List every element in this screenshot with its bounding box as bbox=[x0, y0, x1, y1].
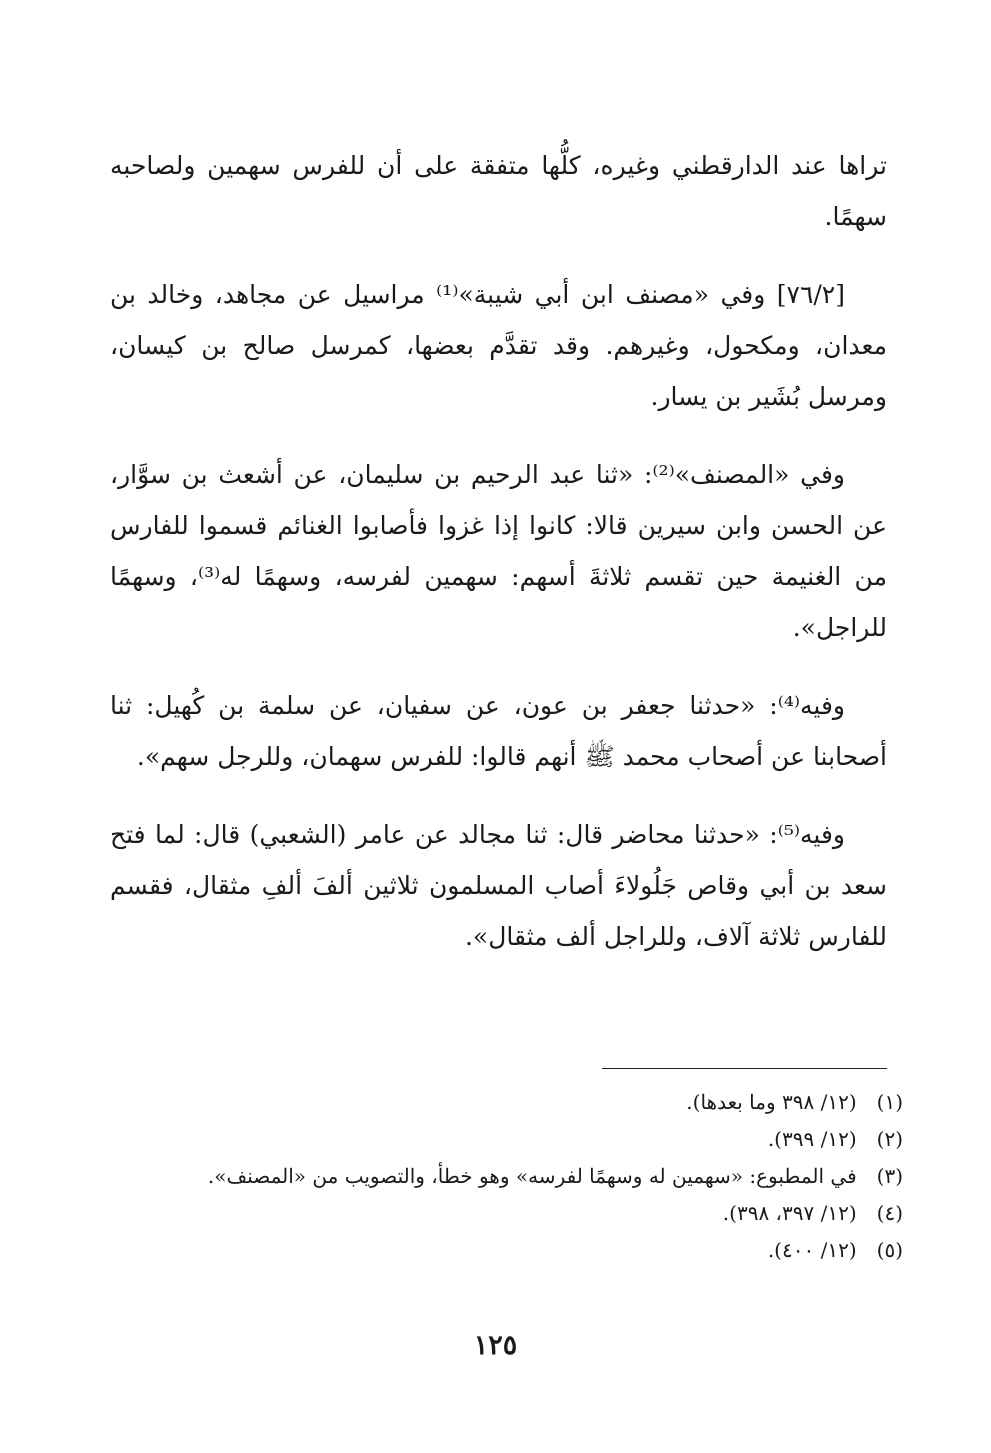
paragraph-1: تراها عند الدارقطني وغيره، كلُّها متفقة على أن للفرس سهمين ولصاحبه سهمًا. bbox=[110, 151, 887, 231]
paragraph-4: وفيه⁽⁴⁾: «حدثنا جعفر بن عون، عن سفيان، عن سلمة بن كُهيل: ثنا أصحابنا عن أصحاب محمد ﷺ أنهم قالوا: للفرس سهمان، وللرجل سهم». bbox=[110, 691, 887, 771]
footnote-text: (١٢/ ٣٩٩). bbox=[767, 1127, 857, 1151]
footnote-5 bbox=[110, 1232, 903, 1269]
footnote-number: (٢) bbox=[876, 1127, 903, 1151]
page-number: ١٢٥ bbox=[473, 1330, 518, 1361]
footnote-text: في المطبوع: «سهمين له وسهمًا لفرسه» وهو خطأ، والتصويب من «المصنف». bbox=[207, 1164, 857, 1188]
footnote-separator bbox=[602, 1068, 887, 1069]
footnote-number: (٥) bbox=[876, 1238, 903, 1262]
footnotes-list bbox=[110, 1084, 903, 1269]
footnote-2 bbox=[110, 1121, 903, 1158]
page-body bbox=[110, 140, 887, 989]
footnote-number: (٤) bbox=[876, 1201, 903, 1225]
footnote-3 bbox=[110, 1158, 903, 1195]
paragraph-5: وفيه⁽⁵⁾: «حدثنا محاضر قال: ثنا مجالد عن عامر (الشعبي) قال: لما فتح سعد بن أبي وقاص جَلُولاءَ أصاب المسلمون ثلاثين ألفَ ألفِ مثقال، فقسم للفارس ثلاثة آلاف، وللراجل ألف مثقال». bbox=[110, 820, 887, 951]
footnote-text: (١٢/ ٤٠٠). bbox=[767, 1238, 857, 1262]
footnote-4 bbox=[110, 1195, 903, 1232]
footnote-text: (١٢/ ٣٩٨ وما بعدها). bbox=[686, 1090, 857, 1114]
footnote-1 bbox=[110, 1084, 903, 1121]
footnote-number: (٣) bbox=[876, 1164, 903, 1188]
footnote-text: (١٢/ ٣٩٧، ٣٩٨). bbox=[722, 1201, 857, 1225]
paragraph-2: [٧٦/٢] وفي «مصنف ابن أبي شيبة»⁽¹⁾ مراسيل عن مجاهد، وخالد بن معدان، ومكحول، وغيرهم. وقد تقدَّم بعضها، كمرسل صالح بن كيسان، ومرسل بُشَير بن يسار. bbox=[110, 280, 887, 411]
paragraph-3: وفي «المصنف»⁽²⁾: «ثنا عبد الرحيم بن سليمان، عن أشعث بن سوَّار، عن الحسن وابن سيرين قالا: كانوا إذا غزوا فأصابوا الغنائم قسموا للفارس من الغنيمة حين تقسم ثلاثةَ أسهم: سهمين لفرسه، وسهمًا له⁽³⁾، وسهمًا للراجل». bbox=[110, 460, 887, 642]
footnote-number: (١) bbox=[876, 1090, 903, 1114]
